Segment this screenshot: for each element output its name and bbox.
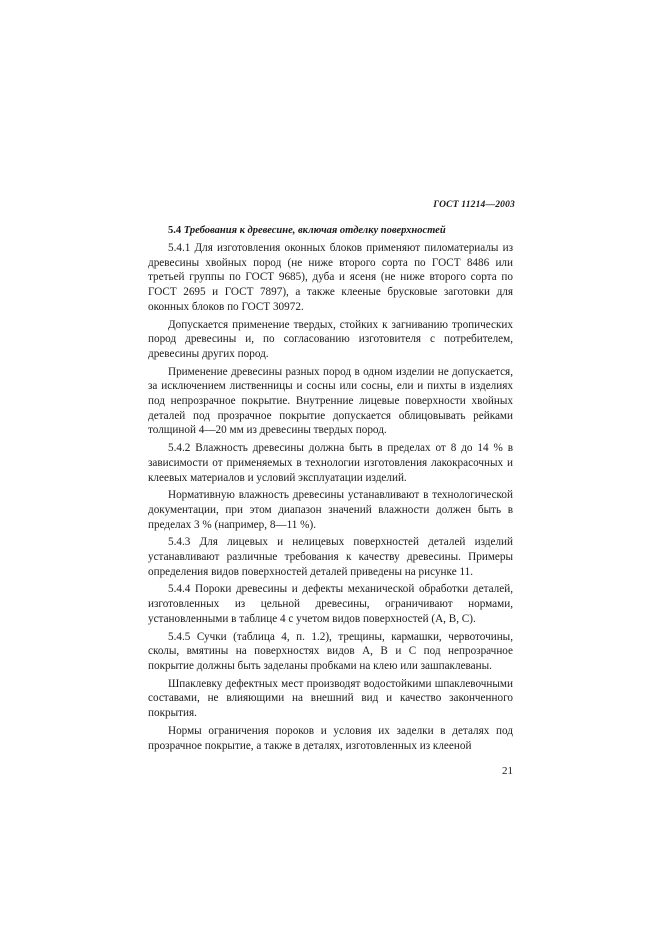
paragraph-tropical-species: Допускается применение твердых, стойких к загниванию тропических пород древесины и, по согласованию изготовителя с потребителем, древесины других пород. bbox=[148, 318, 513, 360]
paragraph-5-4-4: 5.4.4 Пороки древесины и дефекты механической обработки деталей, изготовленных из цельной древесины, ограничивают нормами, установленными в таблице 4 с учетом видов поверхностей (А, В, С). bbox=[148, 583, 513, 625]
page-number: 21 bbox=[502, 765, 513, 777]
document-header: ГОСТ 11214—2003 bbox=[433, 200, 515, 210]
section-title: Требования к древесине, включая отделку поверхностей bbox=[183, 225, 446, 236]
paragraph-putty: Шпаклевку дефектных мест производят водостойкими шпаклевочными составами, не влияющими на внешний вид и качество законченного покрытия. bbox=[148, 677, 513, 720]
paragraph-5-4-2: 5.4.2 Влажность древесины должна быть в пределах от 8 до 14 % в зависимости от применяемых в технологии изготовления лакокрасочных и клеевых материалов и условий эксплуатации изделий. bbox=[148, 442, 513, 484]
paragraph-5-4-1: 5.4.1 Для изготовления оконных блоков применяют пиломатериалы из древесины хвойных пород (не ниже второго сорта по ГОСТ 8486 или третьей группы по ГОСТ 9685), дуба и ясеня (не ниже второго сорта по ГОСТ 2695 и ГОСТ 7897), а также клееные брусковые заготовки для оконных блоков по ГОСТ 30972. bbox=[148, 242, 513, 313]
paragraph-moisture-norm: Нормативную влажность древесины устанавливают в технологической документации, при этом диапазон значений влажности должен быть в пределах 3 % (например, 8—11 %). bbox=[148, 489, 513, 531]
body-text bbox=[148, 241, 513, 756]
section-heading bbox=[168, 225, 446, 236]
paragraph-5-4-3: 5.4.3 Для лицевых и нелицевых поверхностей деталей изделий устанавливают различные требования к качеству древесины. Примеры определения видов поверхностей деталей приведены на рисунке 11. bbox=[148, 536, 513, 578]
paragraph-5-4-5: 5.4.5 Сучки (таблица 4, п. 1.2), трещины, кармашки, червоточины, сколы, вмятины на поверхностях видов А, В и С под непрозрачное покрытие должны быть заделаны пробками на клею или зашпаклеваны. bbox=[148, 630, 513, 672]
section-number: 5.4 bbox=[168, 225, 182, 236]
paragraph-defect-norms: Нормы ограничения пороков и условия их заделки в деталях под прозрачное покрытие, а также в деталях, изготовленных из клееной bbox=[148, 724, 513, 752]
paragraph-mixed-species: Применение древесины разных пород в одном изделии не допускается, за исключением лиственницы и сосны или сосны, ели и пихты в изделиях под непрозрачное покрытие. Внутренние лицевые поверхности хвойных деталей под прозрачное покрытие допускается облицовывать рейками толщиной 4—20 мм из древесины твердых пород. bbox=[148, 365, 513, 437]
